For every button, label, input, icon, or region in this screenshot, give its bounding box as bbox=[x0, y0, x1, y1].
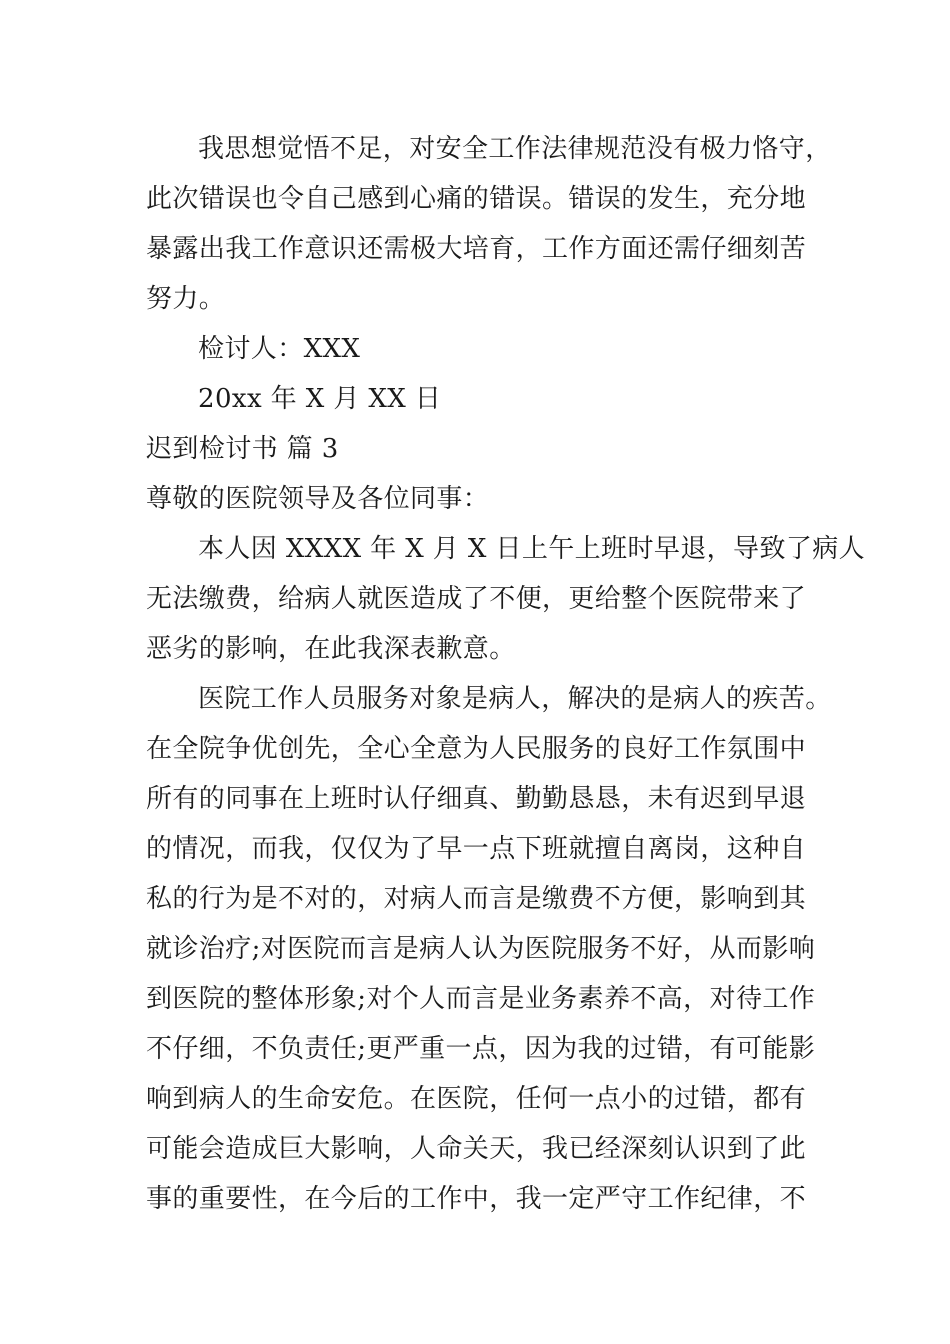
paragraph-line: 医院工作人员服务对象是病人，解决的是病人的疾苦。 bbox=[198, 684, 832, 714]
paragraph-line: 此次错误也令自己感到心痛的错误。错误的发生，充分地 bbox=[146, 184, 807, 214]
paragraph-line: 到医院的整体形象;对个人而言是业务素养不高，对待工作 bbox=[146, 984, 816, 1014]
date-line: 20xx 年 X 月 XX 日 bbox=[198, 384, 442, 414]
paragraph-line: 可能会造成巨大影响，人命关天，我已经深刻认识到了此 bbox=[146, 1134, 807, 1164]
paragraph-line: 本人因 XXXX 年 X 月 X 日上午上班时早退，导致了病人 bbox=[198, 534, 866, 564]
paragraph-line: 不仔细，不负责任;更严重一点，因为我的过错，有可能影 bbox=[146, 1034, 816, 1064]
signer-line: 检讨人：XXX bbox=[198, 334, 361, 364]
paragraph-line: 无法缴费，给病人就医造成了不便，更给整个医院带来了 bbox=[146, 584, 807, 614]
paragraph-line: 暴露出我工作意识还需极大培育，工作方面还需仔细刻苦 bbox=[146, 234, 807, 264]
paragraph-line: 响到病人的生命安危。在医院，任何一点小的过错，都有 bbox=[146, 1084, 807, 1114]
paragraph-line: 努力。 bbox=[146, 284, 226, 314]
paragraph-line: 在全院争优创先，全心全意为人民服务的良好工作氛围中 bbox=[146, 734, 807, 764]
paragraph-line: 私的行为是不对的，对病人而言是缴费不方便，影响到其 bbox=[146, 884, 807, 914]
paragraph-line: 我思想觉悟不足，对安全工作法律规范没有极力恪守， bbox=[198, 134, 832, 164]
paragraph-line: 就诊治疗;对医院而言是病人认为医院服务不好，从而影响 bbox=[146, 934, 816, 964]
paragraph-line: 事的重要性，在今后的工作中，我一定严守工作纪律，不 bbox=[146, 1184, 807, 1214]
section-title: 迟到检讨书 篇 3 bbox=[146, 434, 339, 464]
paragraph-line: 的情况，而我，仅仅为了早一点下班就擅自离岗，这种自 bbox=[146, 834, 807, 864]
salutation: 尊敬的医院领导及各位同事： bbox=[146, 484, 490, 514]
paragraph-line: 恶劣的影响，在此我深表歉意。 bbox=[146, 634, 516, 664]
paragraph-line: 所有的同事在上班时认仔细真、勤勤恳恳，未有迟到早退 bbox=[146, 784, 807, 814]
